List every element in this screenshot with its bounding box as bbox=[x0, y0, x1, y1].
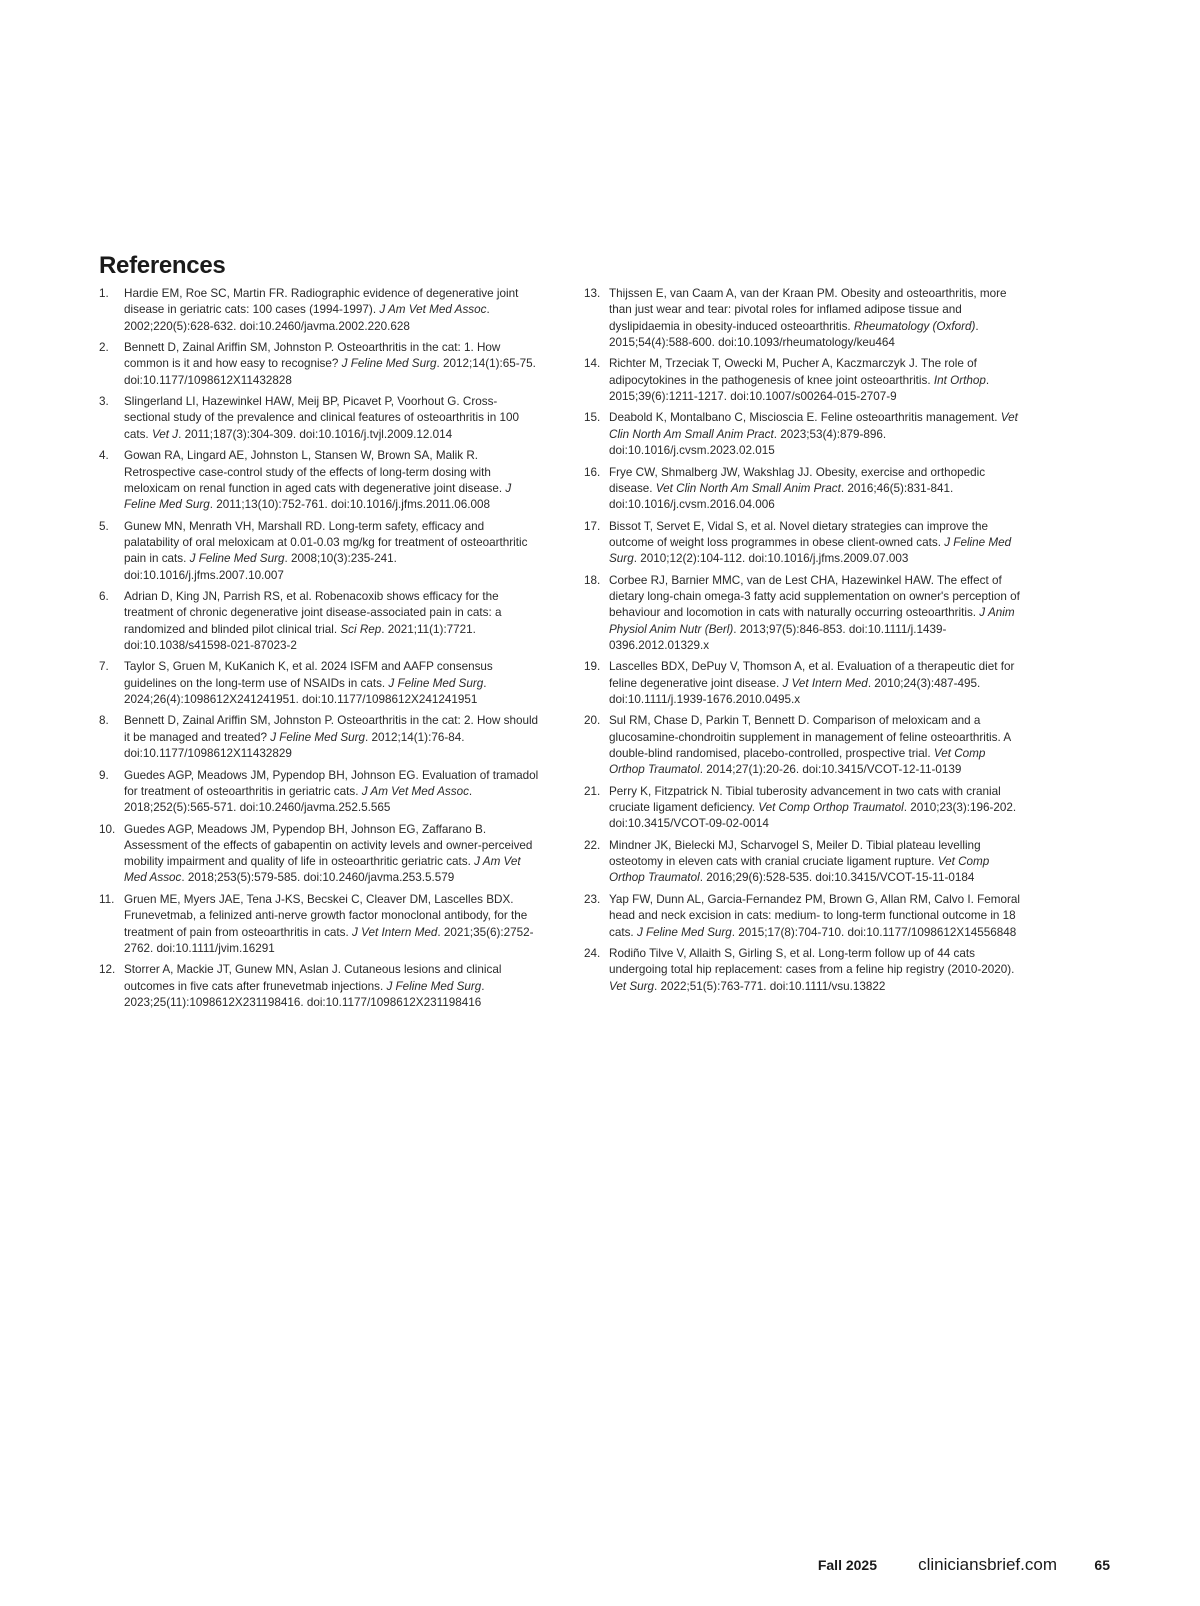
reference-text: Hardie EM, Roe SC, Martin FR. Radiographic evidence of degenerative joint disease in geriatric cats: 100 cases (1994-1997). bbox=[124, 287, 519, 317]
reference-item bbox=[99, 519, 539, 584]
reference-text: Deabold K, Montalbano C, Miscioscia E. Feline osteoarthritis management. bbox=[609, 411, 1001, 425]
reference-number: 14. bbox=[584, 357, 601, 371]
reference-item bbox=[584, 410, 1024, 459]
reference-details: . 2018;252(5):565-571. doi:10.2460/javma.252.5.565 bbox=[124, 784, 473, 815]
reference-item bbox=[99, 892, 539, 957]
reference-item bbox=[584, 713, 1024, 778]
reference-text: Guedes AGP, Meadows JM, Pypendop BH, Johnson EG. Evaluation of tramadol for treatment of osteoarthritis in geriatric cats. bbox=[124, 768, 539, 798]
reference-item bbox=[99, 286, 539, 335]
reference-details: . 2023;53(4):879-896. doi:10.1016/j.cvsm.2023.02.015 bbox=[609, 427, 887, 458]
journal-name: J Feline Med Surg bbox=[341, 357, 437, 371]
reference-details: . 2023;25(11):1098612X231198416. doi:10.1177/1098612X231198416 bbox=[124, 979, 485, 1009]
reference-item bbox=[99, 822, 539, 887]
reference-text: Adrian D, King JN, Parrish RS, et al. Robenacoxib shows efficacy for the treatment of chronic degenerative joint disease-associated pain in cats: a randomized and blinded pilot clinical trial. bbox=[124, 589, 502, 636]
references-heading: References bbox=[99, 252, 226, 279]
reference-number: 3. bbox=[99, 395, 109, 409]
reference-details: . 2016;46(5):831-841. doi:10.1016/j.cvsm.2016.04.006 bbox=[609, 481, 954, 512]
reference-number: 8. bbox=[99, 714, 109, 728]
reference-number: 5. bbox=[99, 519, 109, 533]
reference-details: . 2013;97(5):846-853. doi:10.1111/j.1439-0396.2012.01329.x bbox=[609, 622, 947, 652]
references-column-left bbox=[99, 286, 539, 1016]
reference-text: Bennett D, Zainal Ariffin SM, Johnston P. Osteoarthritis in the cat: 2. How should it be managed and treated? bbox=[124, 714, 539, 744]
reference-text: Lascelles BDX, DePuy V, Thomson A, et al. Evaluation of a therapeutic diet for feline degenerative joint disease. bbox=[609, 660, 1015, 690]
reference-item bbox=[584, 356, 1024, 405]
reference-item bbox=[584, 465, 1024, 514]
journal-name: Vet Comp Orthop Traumatol bbox=[758, 801, 904, 815]
journal-name: J Feline Med Surg bbox=[386, 979, 482, 993]
reference-number: 10. bbox=[99, 822, 116, 836]
reference-details: . 2015;54(4):588-600. doi:10.1093/rheumatology/keu464 bbox=[609, 319, 979, 349]
reference-details: . 2011;187(3):304-309. doi:10.1016/j.tvjl.2009.12.014 bbox=[178, 427, 453, 441]
reference-details: . 2024;26(4):1098612X241241951. doi:10.1177/1098612X241241951 bbox=[124, 676, 487, 706]
reference-details: . 2010;24(3):487-495. doi:10.1111/j.1939-1676.2010.0495.x bbox=[609, 676, 981, 706]
reference-item bbox=[584, 892, 1024, 941]
reference-text: Gowan RA, Lingard AE, Johnston L, Stansen W, Brown SA, Malik R. Retrospective case-control study of the effects of long-term dosing with meloxicam on renal function in aged cats with degenerative joint disease. bbox=[124, 449, 506, 495]
references-column-right bbox=[584, 286, 1024, 1000]
reference-number: 2. bbox=[99, 341, 109, 355]
reference-item bbox=[99, 340, 539, 389]
reference-item bbox=[99, 962, 539, 1011]
journal-name: J Vet Intern Med bbox=[352, 925, 438, 939]
reference-number: 11. bbox=[99, 892, 115, 906]
reference-text: Rodiño Tilve V, Allaith S, Girling S, et al. Long-term follow up of 44 cats undergoing total hip replacement: cases from a feline hip registry (2010-2020). bbox=[609, 947, 1015, 977]
journal-name: J Am Vet Med Assoc bbox=[124, 855, 521, 885]
reference-details: . 2012;14(1):65-75. doi:10.1177/1098612X11432828 bbox=[124, 357, 536, 387]
reference-item bbox=[584, 286, 1024, 351]
reference-number: 7. bbox=[99, 660, 109, 674]
reference-number: 21. bbox=[584, 784, 601, 798]
reference-text: Richter M, Trzeciak T, Owecki M, Pucher A, Kaczmarczyk J. The role of adipocytokines in the pathogenesis of knee joint osteoarthritis. bbox=[609, 357, 977, 387]
journal-name: J Feline Med Surg bbox=[609, 535, 1012, 566]
reference-text: Storrer A, Mackie JT, Gunew MN, Aslan J. Cutaneous lesions and clinical outcomes in five cats after frunevetmab injections. bbox=[124, 963, 502, 993]
reference-details: . 2002;220(5):628-632. doi:10.2460/javma.2002.220.628 bbox=[124, 303, 490, 333]
journal-name: Vet Clin North Am Small Anim Pract bbox=[655, 481, 841, 495]
journal-name: Sci Rep bbox=[340, 622, 382, 636]
reference-number: 24. bbox=[584, 947, 601, 961]
reference-item bbox=[584, 659, 1024, 708]
journal-name: J Vet Intern Med bbox=[782, 676, 868, 690]
reference-number: 12. bbox=[99, 963, 116, 977]
journal-name: Int Orthop bbox=[933, 373, 986, 387]
reference-details: . 2015;17(8):704-710. doi:10.1177/1098612X14556848 bbox=[731, 925, 1017, 939]
journal-name: J Feline Med Surg bbox=[124, 481, 512, 512]
reference-details: . 2021;35(6):2752-2762. doi:10.1111/jvim.16291 bbox=[124, 925, 534, 955]
reference-text: Frye CW, Shmalberg JW, Wakshlag JJ. Obesity, exercise and orthopedic disease. bbox=[609, 465, 986, 495]
reference-text: Corbee RJ, Barnier MMC, van de Lest CHA, Hazewinkel HAW. The effect of dietary long-chain omega-3 fatty acid supplementation on owner's perception of behaviour and locomotion in cats with naturally occurring osteoarthritis. bbox=[609, 573, 1020, 620]
reference-details: . 2018;253(5):579-585. doi:10.2460/javma.253.5.579 bbox=[181, 871, 455, 885]
reference-item bbox=[99, 659, 539, 708]
reference-item bbox=[99, 768, 539, 817]
journal-name: J Am Vet Med Assoc bbox=[379, 303, 487, 317]
page-footer bbox=[0, 1555, 1200, 1579]
reference-text: Slingerland LI, Hazewinkel HAW, Meij BP, Picavet P, Voorhout G. Cross-sectional study of the prevalence and clinical features of osteoarthritis in 100 cats. bbox=[124, 395, 520, 441]
journal-name: J Am Vet Med Assoc bbox=[361, 784, 469, 798]
journal-name: J Feline Med Surg bbox=[636, 925, 732, 939]
reference-item bbox=[584, 784, 1024, 833]
journal-name: J Feline Med Surg bbox=[388, 676, 484, 690]
journal-name: J Feline Med Surg bbox=[270, 730, 366, 744]
reference-details: . 2022;51(5):763-771. doi:10.1111/vsu.13822 bbox=[654, 979, 886, 993]
reference-details: . 2012;14(1):76-84. doi:10.1177/1098612X11432829 bbox=[124, 730, 465, 761]
reference-text: Gunew MN, Menrath VH, Marshall RD. Long-term safety, efficacy and palatability of oral meloxicam at 0.01-0.03 mg/kg for treatment of osteoarthritic pain in cats. bbox=[124, 519, 528, 566]
reference-text: Taylor S, Gruen M, KuKanich K, et al. 2024 ISFM and AAFP consensus guidelines on the long-term use of NSAIDs in cats. bbox=[124, 660, 493, 690]
reference-text: Yap FW, Dunn AL, Garcia-Fernandez PM, Brown G, Allan RM, Calvo I. Femoral head and neck excision in cats: medium- to long-term functional outcome in 18 cats. bbox=[609, 892, 1020, 939]
journal-name: Vet Comp Orthop Traumatol bbox=[609, 747, 986, 777]
reference-number: 6. bbox=[99, 589, 109, 603]
reference-item bbox=[584, 946, 1024, 995]
reference-item bbox=[99, 394, 539, 443]
issue-label: Fall 2025 bbox=[817, 1557, 877, 1573]
reference-number: 17. bbox=[584, 519, 601, 533]
journal-name: Rheumatology (Oxford) bbox=[853, 319, 976, 333]
reference-number: 13. bbox=[584, 287, 601, 300]
reference-text: Mindner JK, Bielecki MJ, Scharvogel S, Meiler D. Tibial plateau levelling osteotomy in eleven cats with cranial cruciate ligament rupture. bbox=[609, 838, 981, 869]
page-number: 65 bbox=[1094, 1557, 1110, 1573]
journal-name: J Feline Med Surg bbox=[189, 552, 285, 566]
reference-item bbox=[584, 519, 1024, 568]
reference-number: 19. bbox=[584, 660, 601, 674]
reference-number: 22. bbox=[584, 838, 601, 852]
reference-number: 9. bbox=[99, 768, 109, 782]
journal-name: Vet Clin North Am Small Anim Pract bbox=[609, 411, 1018, 441]
reference-details: . 2021;11(1):7721. doi:10.1038/s41598-021-87023-2 bbox=[124, 622, 476, 652]
journal-name: Vet Surg bbox=[609, 979, 655, 993]
reference-text: Bissot T, Servet E, Vidal S, et al. Novel dietary strategies can improve the outcome of weight loss programmes in obese client-owned cats. bbox=[609, 519, 988, 549]
reference-text: Bennett D, Zainal Ariffin SM, Johnston P. Osteoarthritis in the cat: 1. How common is it and how easy to recognise? bbox=[124, 341, 501, 371]
reference-item bbox=[99, 713, 539, 762]
reference-text: Perry K, Fitzpatrick N. Tibial tuberosity advancement in two cats with cranial cruciate ligament deficiency. bbox=[609, 784, 1001, 815]
reference-text: Gruen ME, Myers JAE, Tena J-KS, Becskei C, Cleaver DM, Lascelles BDX. Frunevetmab, a felinized anti-nerve growth factor monoclonal antibody, for the treatment of pain from osteoarthritis in cats. bbox=[124, 892, 528, 939]
reference-item bbox=[584, 573, 1024, 654]
reference-number: 18. bbox=[584, 573, 601, 587]
reference-details: . 2011;13(10):752-761. doi:10.1016/j.jfms.2011.06.008 bbox=[209, 498, 491, 512]
reference-item bbox=[99, 589, 539, 654]
journal-name: J Anim Physiol Anim Nutr (Berl) bbox=[609, 606, 1015, 636]
reference-number: 16. bbox=[584, 465, 601, 479]
reference-text: Thijssen E, van Caam A, van der Kraan PM. Obesity and osteoarthritis, more than just wear and tear: pivotal roles for inflamed adipose tissue and dyslipidaemia in obesity-induced osteoarthritis. bbox=[609, 287, 1007, 333]
reference-details: . 2010;12(2):104-112. doi:10.1016/j.jfms.2009.07.003 bbox=[633, 552, 909, 566]
reference-item bbox=[99, 448, 539, 513]
reference-text: Guedes AGP, Meadows JM, Pypendop BH, Johnson EG, Zaffarano B. Assessment of the effects of gabapentin on activity levels and owner-perceived mobility impairment and quality of life in osteoarthritic geriatric cats. bbox=[124, 822, 533, 869]
reference-number: 1. bbox=[99, 287, 109, 300]
reference-number: 15. bbox=[584, 411, 601, 425]
reference-number: 4. bbox=[99, 449, 109, 463]
reference-number: 20. bbox=[584, 714, 601, 728]
journal-name: Vet J bbox=[151, 427, 179, 441]
reference-number: 23. bbox=[584, 892, 601, 906]
reference-text: Sul RM, Chase D, Parkin T, Bennett D. Comparison of meloxicam and a glucosamine-chondroitin supplement in management of feline osteoarthritis. A double-blind randomised, placebo-controlled, prospective trial. bbox=[609, 714, 1011, 761]
reference-item bbox=[584, 838, 1024, 887]
journal-name: Vet Comp Orthop Traumatol bbox=[609, 855, 990, 885]
reference-details: . 2010;23(3):196-202. doi:10.3415/VCOT-09-02-0014 bbox=[609, 801, 1017, 831]
reference-details: . 2008;10(3):235-241. doi:10.1016/j.jfms.2007.10.007 bbox=[124, 552, 397, 582]
reference-details: . 2014;27(1):20-26. doi:10.3415/VCOT-12-11-0139 bbox=[699, 763, 962, 777]
reference-details: . 2015;39(6):1211-1217. doi:10.1007/s00264-015-2707-9 bbox=[609, 373, 990, 403]
site-name: cliniciansbrief.com bbox=[918, 1555, 1057, 1574]
reference-details: . 2016;29(6):528-535. doi:10.3415/VCOT-15-11-0184 bbox=[699, 871, 975, 885]
